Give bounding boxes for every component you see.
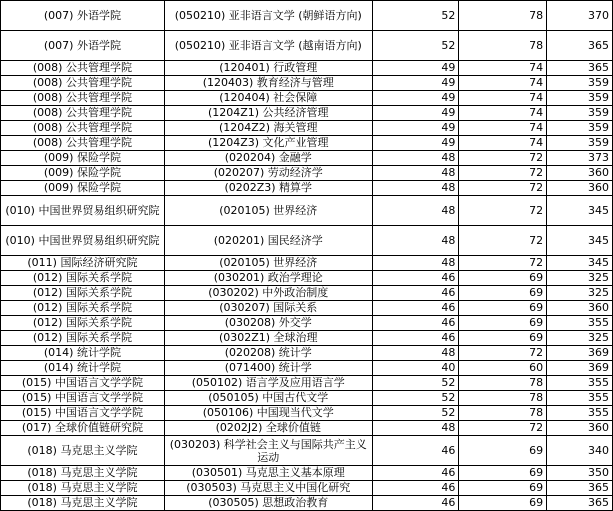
total-score-cell: 355 bbox=[547, 376, 613, 391]
single-subject-score-cell-a: 48 bbox=[372, 151, 459, 166]
table-row bbox=[1, 346, 613, 361]
major-cell: (030207) 国际关系 bbox=[164, 301, 372, 316]
total-score-cell: 355 bbox=[547, 316, 613, 331]
college-cell: (007) 外语学院 bbox=[1, 31, 165, 61]
single-subject-score-cell-b: 72 bbox=[459, 346, 547, 361]
single-subject-score-cell-a: 46 bbox=[372, 466, 459, 481]
college-cell: (018) 马克思主义学院 bbox=[1, 436, 165, 466]
total-score-cell: 360 bbox=[547, 181, 613, 196]
table-row bbox=[1, 151, 613, 166]
college-cell: (008) 公共管理学院 bbox=[1, 76, 165, 91]
single-subject-score-cell-a: 52 bbox=[372, 31, 459, 61]
single-subject-score-cell-a: 46 bbox=[372, 286, 459, 301]
single-subject-score-cell-a: 49 bbox=[372, 61, 459, 76]
table-row bbox=[1, 271, 613, 286]
college-cell: (007) 外语学院 bbox=[1, 1, 165, 31]
single-subject-score-cell-b: 69 bbox=[459, 331, 547, 346]
table-row bbox=[1, 391, 613, 406]
major-cell: (120401) 行政管理 bbox=[164, 61, 372, 76]
single-subject-score-cell-b: 69 bbox=[459, 496, 547, 511]
single-subject-score-cell-b: 72 bbox=[459, 256, 547, 271]
major-cell: (020207) 劳动经济学 bbox=[164, 166, 372, 181]
college-cell: (012) 国际关系学院 bbox=[1, 271, 165, 286]
table-row bbox=[1, 61, 613, 76]
table-row bbox=[1, 286, 613, 301]
single-subject-score-cell-b: 60 bbox=[459, 361, 547, 376]
major-cell: (030505) 思想政治教育 bbox=[164, 496, 372, 511]
total-score-cell: 340 bbox=[547, 436, 613, 466]
table-row bbox=[1, 181, 613, 196]
single-subject-score-cell-b: 72 bbox=[459, 166, 547, 181]
table-row bbox=[1, 31, 613, 61]
table-row bbox=[1, 421, 613, 436]
table-row bbox=[1, 121, 613, 136]
single-subject-score-cell-b: 74 bbox=[459, 136, 547, 151]
total-score-cell: 359 bbox=[547, 76, 613, 91]
table-row bbox=[1, 136, 613, 151]
total-score-cell: 365 bbox=[547, 31, 613, 61]
college-cell: (015) 中国语言文学学院 bbox=[1, 406, 165, 421]
single-subject-score-cell-b: 74 bbox=[459, 106, 547, 121]
total-score-cell: 365 bbox=[547, 496, 613, 511]
major-cell: (050210) 亚非语言文学 (越南语方向) bbox=[164, 31, 372, 61]
single-subject-score-cell-a: 49 bbox=[372, 91, 459, 106]
single-subject-score-cell-a: 46 bbox=[372, 301, 459, 316]
table-row bbox=[1, 256, 613, 271]
table-row bbox=[1, 361, 613, 376]
major-cell: (050105) 中国古代文学 bbox=[164, 391, 372, 406]
major-cell: (020201) 国民经济学 bbox=[164, 226, 372, 256]
college-cell: (014) 统计学院 bbox=[1, 346, 165, 361]
table-row bbox=[1, 376, 613, 391]
total-score-cell: 369 bbox=[547, 346, 613, 361]
college-cell: (009) 保险学院 bbox=[1, 151, 165, 166]
college-cell: (015) 中国语言文学学院 bbox=[1, 376, 165, 391]
single-subject-score-cell-b: 74 bbox=[459, 76, 547, 91]
single-subject-score-cell-b: 69 bbox=[459, 271, 547, 286]
total-score-cell: 325 bbox=[547, 286, 613, 301]
major-cell: (030208) 外交学 bbox=[164, 316, 372, 331]
single-subject-score-cell-a: 46 bbox=[372, 436, 459, 466]
table-row bbox=[1, 406, 613, 421]
table-row bbox=[1, 316, 613, 331]
table-row bbox=[1, 436, 613, 466]
table-row bbox=[1, 226, 613, 256]
single-subject-score-cell-b: 78 bbox=[459, 376, 547, 391]
college-cell: (009) 保险学院 bbox=[1, 181, 165, 196]
total-score-cell: 369 bbox=[547, 361, 613, 376]
college-cell: (008) 公共管理学院 bbox=[1, 121, 165, 136]
total-score-cell: 350 bbox=[547, 466, 613, 481]
table-row bbox=[1, 1, 613, 31]
major-cell: (050102) 语言学及应用语言学 bbox=[164, 376, 372, 391]
total-score-cell: 345 bbox=[547, 196, 613, 226]
college-cell: (009) 保险学院 bbox=[1, 166, 165, 181]
table-row bbox=[1, 106, 613, 121]
single-subject-score-cell-a: 46 bbox=[372, 481, 459, 496]
total-score-cell: 325 bbox=[547, 331, 613, 346]
score-table-body bbox=[1, 1, 613, 511]
college-cell: (015) 中国语言文学学院 bbox=[1, 391, 165, 406]
major-cell: (0302Z1) 全球治理 bbox=[164, 331, 372, 346]
single-subject-score-cell-a: 48 bbox=[372, 346, 459, 361]
table-row bbox=[1, 466, 613, 481]
single-subject-score-cell-b: 78 bbox=[459, 391, 547, 406]
major-cell: (030202) 中外政治制度 bbox=[164, 286, 372, 301]
major-cell: (020105) 世界经济 bbox=[164, 196, 372, 226]
major-cell: (030503) 马克思主义中国化研究 bbox=[164, 481, 372, 496]
single-subject-score-cell-a: 52 bbox=[372, 1, 459, 31]
single-subject-score-cell-a: 49 bbox=[372, 121, 459, 136]
total-score-cell: 355 bbox=[547, 391, 613, 406]
single-subject-score-cell-a: 52 bbox=[372, 391, 459, 406]
single-subject-score-cell-b: 69 bbox=[459, 286, 547, 301]
single-subject-score-cell-a: 46 bbox=[372, 316, 459, 331]
single-subject-score-cell-b: 74 bbox=[459, 61, 547, 76]
total-score-cell: 359 bbox=[547, 136, 613, 151]
table-row bbox=[1, 496, 613, 511]
single-subject-score-cell-a: 49 bbox=[372, 136, 459, 151]
table-row bbox=[1, 301, 613, 316]
single-subject-score-cell-a: 48 bbox=[372, 256, 459, 271]
single-subject-score-cell-a: 52 bbox=[372, 406, 459, 421]
single-subject-score-cell-b: 72 bbox=[459, 421, 547, 436]
college-cell: (008) 公共管理学院 bbox=[1, 61, 165, 76]
college-cell: (018) 马克思主义学院 bbox=[1, 496, 165, 511]
college-cell: (017) 全球价值链研究院 bbox=[1, 421, 165, 436]
college-cell: (012) 国际关系学院 bbox=[1, 301, 165, 316]
college-cell: (018) 马克思主义学院 bbox=[1, 481, 165, 496]
total-score-cell: 365 bbox=[547, 61, 613, 76]
major-cell: (1204Z3) 文化产业管理 bbox=[164, 136, 372, 151]
single-subject-score-cell-a: 49 bbox=[372, 106, 459, 121]
total-score-cell: 370 bbox=[547, 1, 613, 31]
single-subject-score-cell-a: 48 bbox=[372, 181, 459, 196]
single-subject-score-cell-b: 72 bbox=[459, 226, 547, 256]
major-cell: (030201) 政治学理论 bbox=[164, 271, 372, 286]
table-row bbox=[1, 481, 613, 496]
college-cell: (008) 公共管理学院 bbox=[1, 91, 165, 106]
single-subject-score-cell-a: 48 bbox=[372, 166, 459, 181]
total-score-cell: 345 bbox=[547, 256, 613, 271]
total-score-cell: 365 bbox=[547, 481, 613, 496]
table-row bbox=[1, 76, 613, 91]
total-score-cell: 359 bbox=[547, 121, 613, 136]
major-cell: (020204) 金融学 bbox=[164, 151, 372, 166]
total-score-cell: 360 bbox=[547, 301, 613, 316]
major-cell: (0202J2) 全球价值链 bbox=[164, 421, 372, 436]
single-subject-score-cell-a: 48 bbox=[372, 196, 459, 226]
single-subject-score-cell-b: 72 bbox=[459, 196, 547, 226]
major-cell: (030501) 马克思主义基本原理 bbox=[164, 466, 372, 481]
single-subject-score-cell-b: 74 bbox=[459, 91, 547, 106]
college-cell: (008) 公共管理学院 bbox=[1, 136, 165, 151]
single-subject-score-cell-b: 69 bbox=[459, 466, 547, 481]
college-cell: (010) 中国世界贸易组织研究院 bbox=[1, 226, 165, 256]
college-cell: (011) 国际经济研究院 bbox=[1, 256, 165, 271]
total-score-cell: 373 bbox=[547, 151, 613, 166]
total-score-cell: 345 bbox=[547, 226, 613, 256]
college-cell: (012) 国际关系学院 bbox=[1, 331, 165, 346]
single-subject-score-cell-a: 48 bbox=[372, 421, 459, 436]
major-cell: (1204Z1) 公共经济管理 bbox=[164, 106, 372, 121]
single-subject-score-cell-b: 72 bbox=[459, 181, 547, 196]
major-cell: (0202Z3) 精算学 bbox=[164, 181, 372, 196]
single-subject-score-cell-a: 46 bbox=[372, 331, 459, 346]
table-row bbox=[1, 91, 613, 106]
major-cell: (1204Z2) 海关管理 bbox=[164, 121, 372, 136]
total-score-cell: 359 bbox=[547, 106, 613, 121]
major-cell: (071400) 统计学 bbox=[164, 361, 372, 376]
college-cell: (012) 国际关系学院 bbox=[1, 316, 165, 331]
college-cell: (010) 中国世界贸易组织研究院 bbox=[1, 196, 165, 226]
major-cell: (030203) 科学社会主义与国际共产主义运动 bbox=[164, 436, 372, 466]
major-cell: (050106) 中国现当代文学 bbox=[164, 406, 372, 421]
single-subject-score-cell-b: 69 bbox=[459, 301, 547, 316]
college-cell: (008) 公共管理学院 bbox=[1, 106, 165, 121]
college-cell: (018) 马克思主义学院 bbox=[1, 466, 165, 481]
single-subject-score-cell-a: 46 bbox=[372, 496, 459, 511]
total-score-cell: 325 bbox=[547, 271, 613, 286]
major-cell: (120403) 教育经济与管理 bbox=[164, 76, 372, 91]
college-cell: (014) 统计学院 bbox=[1, 361, 165, 376]
single-subject-score-cell-b: 69 bbox=[459, 481, 547, 496]
single-subject-score-cell-b: 69 bbox=[459, 316, 547, 331]
single-subject-score-cell-a: 49 bbox=[372, 76, 459, 91]
single-subject-score-cell-b: 78 bbox=[459, 1, 547, 31]
single-subject-score-cell-a: 40 bbox=[372, 361, 459, 376]
single-subject-score-cell-b: 74 bbox=[459, 121, 547, 136]
single-subject-score-cell-b: 69 bbox=[459, 436, 547, 466]
total-score-cell: 360 bbox=[547, 421, 613, 436]
total-score-cell: 359 bbox=[547, 91, 613, 106]
single-subject-score-cell-b: 78 bbox=[459, 406, 547, 421]
single-subject-score-cell-a: 46 bbox=[372, 271, 459, 286]
major-cell: (050210) 亚非语言文学 (朝鲜语方向) bbox=[164, 1, 372, 31]
single-subject-score-cell-a: 48 bbox=[372, 226, 459, 256]
major-cell: (020208) 统计学 bbox=[164, 346, 372, 361]
single-subject-score-cell-b: 72 bbox=[459, 151, 547, 166]
total-score-cell: 360 bbox=[547, 166, 613, 181]
table-row bbox=[1, 196, 613, 226]
table-row bbox=[1, 166, 613, 181]
college-cell: (012) 国际关系学院 bbox=[1, 286, 165, 301]
single-subject-score-cell-b: 78 bbox=[459, 31, 547, 61]
major-cell: (120404) 社会保障 bbox=[164, 91, 372, 106]
table-row bbox=[1, 331, 613, 346]
total-score-cell: 355 bbox=[547, 406, 613, 421]
major-cell: (020105) 世界经济 bbox=[164, 256, 372, 271]
single-subject-score-cell-a: 52 bbox=[372, 376, 459, 391]
